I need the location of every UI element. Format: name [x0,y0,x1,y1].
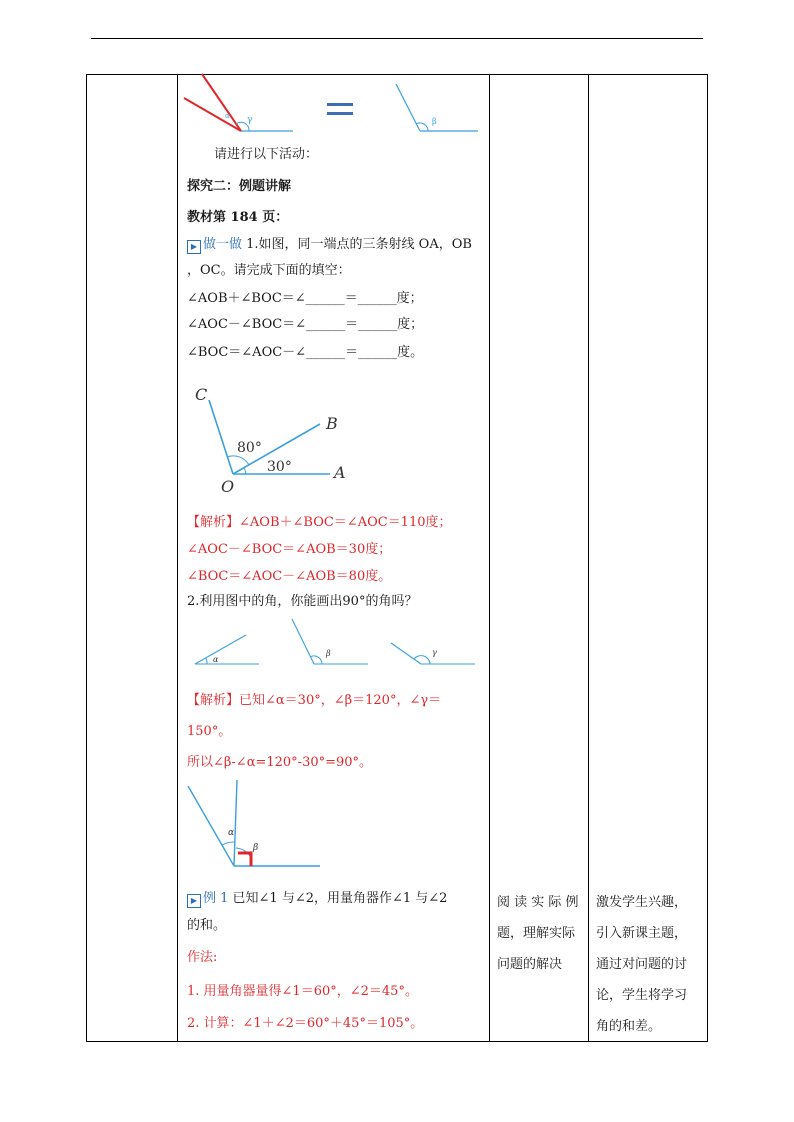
method-label: 作法: [187,950,218,965]
beta-label-fig3: β [253,843,259,853]
header-rule [91,38,703,39]
gamma-label: γ [432,648,437,657]
alpha-label-fig3: α [228,828,235,838]
analysis2-line-3: 所以∠β-∠α=120°-30°=90°。 [187,755,373,770]
doit-label: 做一做 [203,237,243,252]
doit-text-1: 1.如图，同一端点的三条射线 OA，OB [242,237,472,252]
label-O: O [221,477,235,496]
label-B: B [326,414,338,433]
textbook-ref: 教材第 184 页： [187,210,289,225]
label-C: C [195,385,208,404]
example1-line-1 [187,890,447,908]
doit-line-2: ，OC。请完成下面的填空： [187,263,351,278]
play-icon: ▶ [187,894,201,908]
column-divider-2 [489,74,490,1042]
label-30deg: 30° [267,459,292,475]
student-line-2: 题，理解实际 [497,926,576,941]
example1-line-2: 的和。 [187,918,227,933]
table-left-border [86,74,87,1042]
gamma-label-top: γ [247,115,253,125]
analysis2-label: 【解析】 [187,693,240,708]
fill-line-2: ∠AOC－∠BOC＝∠______＝______度； [187,317,424,332]
alpha-label: α [213,655,219,664]
design-line-5: 角的和差。 [596,1019,662,1034]
column-divider-3 [588,74,589,1042]
column-divider-1 [177,74,178,1042]
beta-label-top: β [432,117,437,126]
example1-text-1: 已知∠1 与∠2，用量角器作∠1 与∠2 [228,891,448,906]
method-step-2: 2. 计算：∠1＋∠2＝60°＋45°＝105°。 [187,1016,424,1031]
analysis1-label: 【解析】 [187,515,240,530]
analysis2-line-1: 【解析】已知∠α＝30°，∠β＝120°，∠γ＝ [187,693,442,708]
angle-sum-figure [180,74,490,144]
three-angles-figure [190,615,485,670]
analysis2-line-2: 150°。 [187,724,232,739]
method-step-1: 1. 用量角器量得∠1＝60°，∠2＝45°。 [187,984,418,999]
label-80deg: 80° [237,440,262,456]
design-line-4: 论，学生将学习 [596,988,688,1003]
student-line-3: 问题的解决 [497,957,563,972]
play-icon: ▶ [187,240,201,254]
design-line-3: 通过对问题的讨 [596,957,688,972]
question-2: 2.利用图中的角，你能画出90°的角吗？ [187,594,418,609]
right-angle-figure [186,780,326,872]
intro-text: 请进行以下活动： [214,147,319,162]
rays-figure [188,380,368,495]
analysis1-line-3: ∠BOC＝∠AOC－∠AOB＝80度。 [187,569,392,584]
table-right-border [707,74,708,1042]
fill-line-3: ∠BOC＝∠AOC－∠______＝______度。 [187,345,424,360]
example1-label: 例 1 [203,891,229,906]
analysis1-line-2: ∠AOC－∠BOC＝∠AOB＝30度； [187,542,392,557]
analysis1-line-1: 【解析】∠AOB＋∠BOC＝∠AOC＝110度； [187,515,452,530]
label-A: A [334,463,346,482]
design-line-2: 引入新课主题， [596,926,688,941]
alpha-label-top: α [225,112,230,120]
student-activity-cell [497,887,585,980]
beta-label: β [326,649,331,658]
design-intent-cell [596,887,704,1042]
student-line-1: 阅 读 实 际 例 [497,895,579,910]
section-title: 探究二：例题讲解 [187,179,292,194]
design-line-1: 激发学生兴趣， [596,895,688,910]
fill-line-1: ∠AOB＋∠BOC＝∠______＝______度； [187,291,423,306]
doit-line-1 [187,236,472,254]
